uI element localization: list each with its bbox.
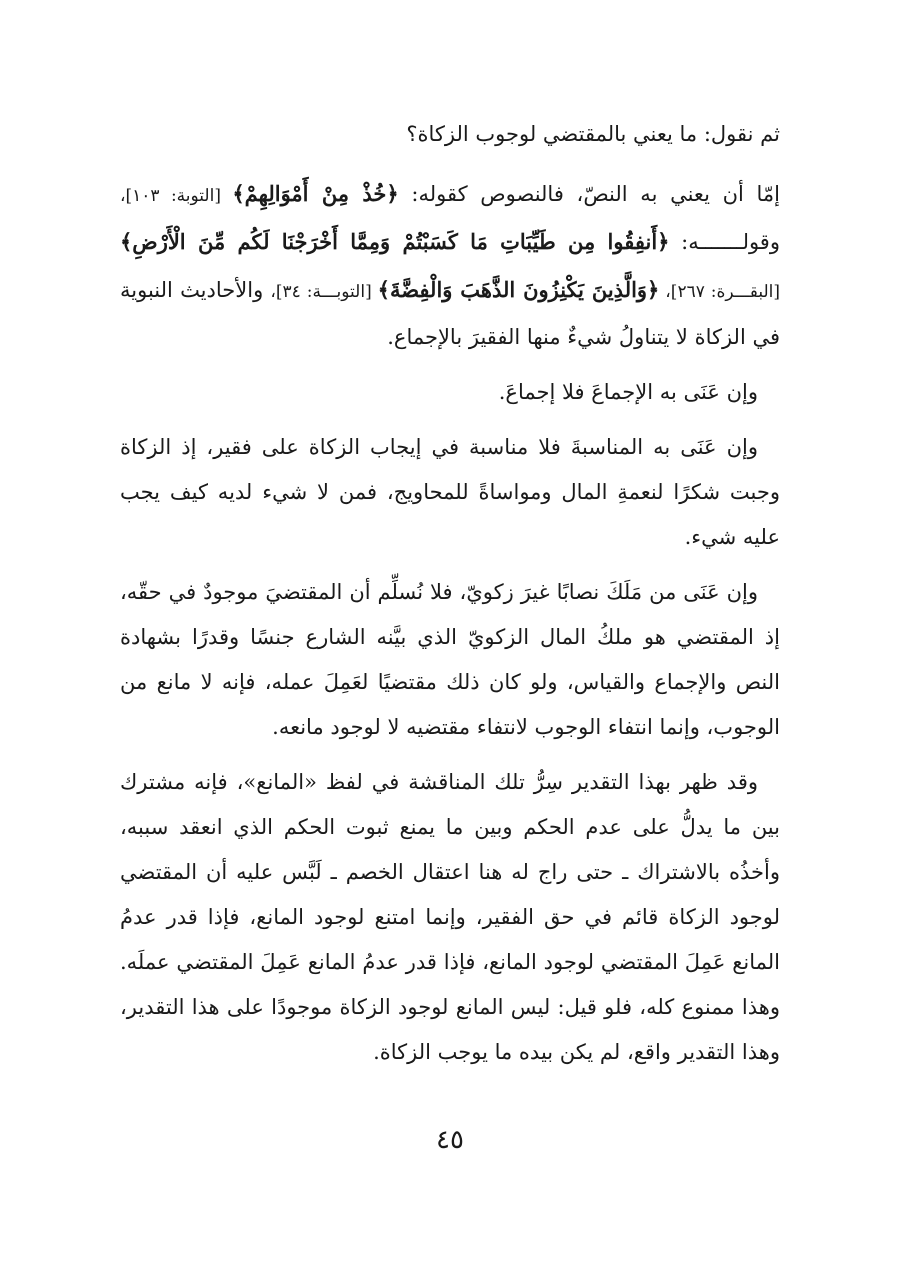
page-body — [120, 112, 780, 1085]
page-number: ٤٥ — [436, 1125, 464, 1155]
quran-verse-3: ﴿وَالَّذِينَ يَكْنِزُونَ الذَّهَبَ وَالْفِضَّةَ﴾ — [377, 277, 660, 302]
citation-2: [البقـــرة: ٢٦٧]، — [659, 282, 780, 302]
quran-verse-1: ﴿خُذْ مِنْ أَمْوَالِهِمْ﴾ — [232, 181, 399, 206]
paragraph-suitability: وإن عَنَى به المناسبةَ فلا مناسبة في إيجاب الزكاة على فقير، إذ الزكاة وجبت شكرًا لنعمةِ المال ومواساةً للمحاويج، فمن لا شيء لديه كيف يجب عليه شيء. — [120, 435, 780, 549]
paragraph-texts-hadith: والأحاديث النبوية في الزكاة لا يتناولُ شيءٌ منها الفقيرَ بالإجماع. — [120, 278, 780, 349]
paragraph-preventer: وقد ظهر بهذا التقدير سِرُّ تلك المناقشة في لفظ «المانع»، فإنه مشترك بين ما يدلُّ على عدم الحكم وبين ما يمنع ثبوت الحكم الذي انعقد سببه، وأخذُه بالاشتراك ـ حتى راج له هنا اعتقال الخصم ـ لَبَّس عليه أن المقتضي لوجود الزكاة قائم في حق الفقير، وإنما امتنع لوجود المانع، فإذا قدر عدمُ المانع عَمِلَ المقتضي لوجود المانع، فإذا قدر عدمُ المانع عَمِلَ المقتضي عملَه. وهذا ممنوع كله، فلو قيل: ليس المانع لوجود الزكاة موجودًا على هذا التقدير، وهذا التقدير واقع، لم يكن بيده ما يوجب الزكاة. — [120, 770, 780, 1064]
quran-verse-2: ﴿أَنفِقُوا مِن طَيِّبَاتِ مَا كَسَبْتُمْ وَمِمَّا أَخْرَجْنَا لَكُم مِّنَ الْأَرْضِ﴾ — [120, 229, 670, 254]
paragraph-texts-intro: إمّا أن يعني به النصّ، فالنصوص كقوله: — [398, 182, 781, 206]
citation-1: [التوبة: ١٠٣]، — [120, 186, 233, 206]
citation-3: [التوبـــة: ٣٤]، — [270, 282, 378, 302]
paragraph-texts — [120, 171, 780, 360]
paragraph-consensus: وإن عَنَى به الإجماعَ فلا إجماعَ. — [498, 380, 758, 404]
paragraph-texts-and: وقولـــــــه: — [669, 230, 780, 254]
paragraph-nisab: وإن عَنَى من مَلَكَ نصابًا غيرَ زكويّ، فلا نُسلِّم أن المقتضيَ موجودٌ في حقّه، إذ المقتضي هو ملكُ المال الزكويّ الذي بيَّنه الشارع جنسًا وقدرًا بشهادة النص والإجماع والقياس، ولو كان ذلك مقتضيًا لعَمِلَ عمله، فإنه لا مانع من الوجوب، وإنما انتفاء الوجوب لانتفاء مقتضيه لا لوجود مانعه. — [120, 580, 780, 739]
paragraph-question: ثم نقول: ما يعني بالمقتضي لوجوب الزكاة؟ — [406, 122, 780, 146]
